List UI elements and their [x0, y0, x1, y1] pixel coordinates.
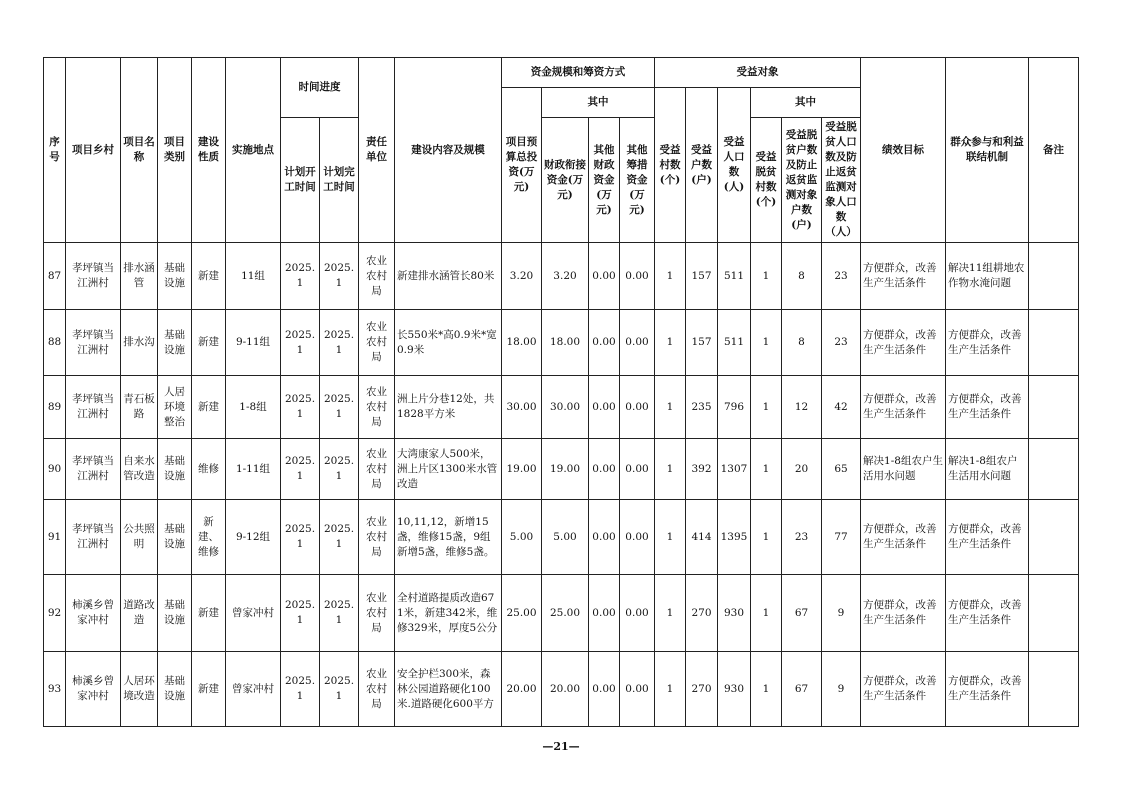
cell-poor-villages: 1: [751, 652, 782, 727]
cell-mechanism: 方便群众，改善生产生活条件: [946, 575, 1029, 652]
cell-unit: 农业农村局: [359, 310, 395, 376]
cell-households: 392: [686, 439, 718, 500]
cell-name: 青石板路: [121, 376, 158, 439]
cell-seq: 90: [44, 439, 66, 500]
cell-name: 排水沟: [121, 310, 158, 376]
header-town-village: 项目乡村: [66, 58, 121, 243]
cell-poor-households: 8: [782, 243, 822, 310]
page-number: —21—: [542, 740, 580, 753]
cell-fiscal: 3.20: [542, 243, 589, 310]
cell-content: 大湾康家人500米，洲上片区1300米水管改造: [395, 439, 502, 500]
header-benef-villages: 受益村数(个): [655, 88, 686, 243]
cell-other-raised: 0.00: [620, 376, 655, 439]
cell-performance: 方便群众，改善生产生活条件: [861, 575, 946, 652]
cell-population: 511: [718, 243, 751, 310]
cell-performance: 方便群众，改善生产生活条件: [861, 310, 946, 376]
header-poor-population: 受益脱贫人口数及防止返贫监测对象人口数（人）: [822, 118, 861, 243]
cell-content: 长550米*高0.9米*宽0.9米: [395, 310, 502, 376]
header-funding-of-which: 其中: [542, 88, 655, 118]
cell-nature: 新建、维修: [192, 500, 226, 575]
cell-performance: 方便群众，改善生产生活条件: [861, 500, 946, 575]
header-location: 实施地点: [226, 58, 281, 243]
cell-end: 2025.1: [320, 652, 359, 727]
cell-other-raised: 0.00: [620, 575, 655, 652]
cell-type: 基础设施: [158, 500, 192, 575]
cell-performance: 解决1-8组农户生活用水问题: [861, 439, 946, 500]
cell-content: 10,11,12，新增15盏，维修15盏，9组新增5盏，维修5盏。: [395, 500, 502, 575]
cell-end: 2025.1: [320, 376, 359, 439]
cell-seq: 87: [44, 243, 66, 310]
cell-fiscal: 25.00: [542, 575, 589, 652]
cell-poor-households: 23: [782, 500, 822, 575]
cell-location: 11组: [226, 243, 281, 310]
cell-start: 2025.1: [281, 575, 320, 652]
cell-fiscal: 5.00: [542, 500, 589, 575]
cell-end: 2025.1: [320, 500, 359, 575]
cell-poor-villages: 1: [751, 310, 782, 376]
cell-poor-households: 67: [782, 652, 822, 727]
cell-mechanism: 解决1-8组农户生活用水问题: [946, 439, 1029, 500]
cell-fiscal: 18.00: [542, 310, 589, 376]
cell-seq: 91: [44, 500, 66, 575]
cell-other-fiscal: 0.00: [589, 439, 620, 500]
cell-other-fiscal: 0.00: [589, 376, 620, 439]
cell-fiscal: 30.00: [542, 376, 589, 439]
cell-town: 孝坪镇当江洲村: [66, 243, 121, 310]
cell-end: 2025.1: [320, 575, 359, 652]
cell-town: 孝坪镇当江洲村: [66, 310, 121, 376]
header-seq: 序号: [44, 58, 66, 243]
cell-poor-villages: 1: [751, 500, 782, 575]
cell-total: 5.00: [502, 500, 542, 575]
cell-other-fiscal: 0.00: [589, 500, 620, 575]
cell-seq: 93: [44, 652, 66, 727]
cell-type: 基础设施: [158, 243, 192, 310]
cell-poor-households: 67: [782, 575, 822, 652]
cell-households: 157: [686, 243, 718, 310]
cell-town: 柿溪乡曾家冲村: [66, 575, 121, 652]
cell-town: 孝坪镇当江洲村: [66, 439, 121, 500]
cell-name: 道路改造: [121, 575, 158, 652]
cell-seq: 89: [44, 376, 66, 439]
cell-type: 基础设施: [158, 575, 192, 652]
cell-poor-villages: 1: [751, 439, 782, 500]
cell-poor-population: 9: [822, 575, 861, 652]
cell-unit: 农业农村局: [359, 243, 395, 310]
header-poor-villages: 受益脱贫村数(个): [751, 118, 782, 243]
table-row: [44, 310, 1079, 376]
cell-content: 新建排水涵管长80米: [395, 243, 502, 310]
cell-content: 洲上片分巷12处，共1828平方米: [395, 376, 502, 439]
cell-other-raised: 0.00: [620, 500, 655, 575]
cell-mechanism: 方便群众，改善生产生活条件: [946, 310, 1029, 376]
cell-population: 796: [718, 376, 751, 439]
cell-other-fiscal: 0.00: [589, 310, 620, 376]
cell-remarks: [1029, 310, 1079, 376]
cell-unit: 农业农村局: [359, 500, 395, 575]
cell-villages: 1: [655, 439, 686, 500]
cell-nature: 新建: [192, 575, 226, 652]
cell-performance: 方便群众，改善生产生活条件: [861, 243, 946, 310]
cell-total: 25.00: [502, 575, 542, 652]
cell-mechanism: 方便群众，改善生产生活条件: [946, 376, 1029, 439]
header-plan-end: 计划完工时间: [320, 118, 359, 243]
cell-fiscal: 19.00: [542, 439, 589, 500]
cell-other-fiscal: 0.00: [589, 243, 620, 310]
header-project-type: 项目类别: [158, 58, 192, 243]
cell-total: 19.00: [502, 439, 542, 500]
header-content-scale: 建设内容及规模: [395, 58, 502, 243]
header-benef-population: 受益人口数(人): [718, 88, 751, 243]
cell-content: 安全护栏300米，森林公园道路硬化100米.道路硬化600平方: [395, 652, 502, 727]
header-schedule: 时间进度: [281, 58, 359, 118]
cell-location: 曾家冲村: [226, 652, 281, 727]
cell-villages: 1: [655, 376, 686, 439]
cell-start: 2025.1: [281, 243, 320, 310]
cell-mechanism: 方便群众，改善生产生活条件: [946, 652, 1029, 727]
cell-unit: 农业农村局: [359, 376, 395, 439]
cell-other-fiscal: 0.00: [589, 652, 620, 727]
cell-end: 2025.1: [320, 310, 359, 376]
cell-name: 自来水管改造: [121, 439, 158, 500]
cell-households: 414: [686, 500, 718, 575]
cell-remarks: [1029, 243, 1079, 310]
cell-type: 基础设施: [158, 310, 192, 376]
header-beneficiaries: 受益对象: [655, 58, 861, 88]
cell-end: 2025.1: [320, 243, 359, 310]
cell-poor-population: 65: [822, 439, 861, 500]
cell-population: 930: [718, 575, 751, 652]
table-row: [44, 652, 1079, 727]
cell-poor-villages: 1: [751, 575, 782, 652]
cell-start: 2025.1: [281, 310, 320, 376]
cell-type: 基础设施: [158, 652, 192, 727]
cell-mechanism: 解决11组耕地农作物水淹问题: [946, 243, 1029, 310]
cell-poor-population: 42: [822, 376, 861, 439]
cell-type: 人居环境整治: [158, 376, 192, 439]
cell-remarks: [1029, 376, 1079, 439]
cell-nature: 新建: [192, 652, 226, 727]
cell-nature: 新建: [192, 310, 226, 376]
cell-households: 157: [686, 310, 718, 376]
header-performance: 绩效目标: [861, 58, 946, 243]
cell-remarks: [1029, 575, 1079, 652]
cell-total: 20.00: [502, 652, 542, 727]
table-row: [44, 439, 1079, 500]
header-benef-households: 受益户数(户): [686, 88, 718, 243]
table-row: [44, 575, 1079, 652]
header-responsible-unit: 责任单位: [359, 58, 395, 243]
cell-content: 全村道路提质改造671米，新建342米，维修329米，厚度5公分: [395, 575, 502, 652]
cell-town: 柿溪乡曾家冲村: [66, 652, 121, 727]
cell-town: 孝坪镇当江洲村: [66, 500, 121, 575]
cell-remarks: [1029, 439, 1079, 500]
cell-mechanism: 方便群众，改善生产生活条件: [946, 500, 1029, 575]
header-construction-nature: 建设性质: [192, 58, 226, 243]
cell-poor-population: 23: [822, 310, 861, 376]
cell-villages: 1: [655, 243, 686, 310]
cell-villages: 1: [655, 575, 686, 652]
cell-unit: 农业农村局: [359, 652, 395, 727]
cell-nature: 新建: [192, 376, 226, 439]
cell-households: 270: [686, 652, 718, 727]
cell-villages: 1: [655, 652, 686, 727]
header-fiscal-direct: 财政衔接资金(万元): [542, 118, 589, 243]
cell-villages: 1: [655, 310, 686, 376]
cell-location: 1-11组: [226, 439, 281, 500]
header-poor-households: 受益脱贫户数及防止返贫监测对象户数(户): [782, 118, 822, 243]
cell-other-raised: 0.00: [620, 310, 655, 376]
cell-poor-population: 23: [822, 243, 861, 310]
cell-total: 18.00: [502, 310, 542, 376]
cell-type: 基础设施: [158, 439, 192, 500]
cell-location: 1-8组: [226, 376, 281, 439]
cell-name: 公共照明: [121, 500, 158, 575]
cell-end: 2025.1: [320, 439, 359, 500]
cell-unit: 农业农村局: [359, 439, 395, 500]
cell-unit: 农业农村局: [359, 575, 395, 652]
cell-name: 人居环境改造: [121, 652, 158, 727]
cell-poor-households: 8: [782, 310, 822, 376]
cell-nature: 新建: [192, 243, 226, 310]
cell-poor-households: 12: [782, 376, 822, 439]
cell-start: 2025.1: [281, 376, 320, 439]
header-other-fiscal: 其他财政资金(万元): [589, 118, 620, 243]
cell-other-raised: 0.00: [620, 652, 655, 727]
cell-remarks: [1029, 652, 1079, 727]
cell-poor-population: 77: [822, 500, 861, 575]
header-remarks: 备注: [1029, 58, 1079, 243]
cell-households: 270: [686, 575, 718, 652]
cell-location: 9-11组: [226, 310, 281, 376]
cell-villages: 1: [655, 500, 686, 575]
cell-name: 排水涵管: [121, 243, 158, 310]
cell-start: 2025.1: [281, 652, 320, 727]
cell-nature: 维修: [192, 439, 226, 500]
header-total-investment: 项目预算总投资(万元): [502, 88, 542, 243]
table-row: [44, 243, 1079, 310]
cell-poor-households: 20: [782, 439, 822, 500]
header-plan-start: 计划开工时间: [281, 118, 320, 243]
cell-seq: 88: [44, 310, 66, 376]
cell-location: 曾家冲村: [226, 575, 281, 652]
cell-total: 3.20: [502, 243, 542, 310]
cell-start: 2025.1: [281, 500, 320, 575]
cell-poor-population: 9: [822, 652, 861, 727]
header-other-raised: 其他筹措资金(万元): [620, 118, 655, 243]
table-row: [44, 500, 1079, 575]
cell-town: 孝坪镇当江洲村: [66, 376, 121, 439]
cell-performance: 方便群众，改善生产生活条件: [861, 376, 946, 439]
cell-performance: 方便群众，改善生产生活条件: [861, 652, 946, 727]
cell-population: 511: [718, 310, 751, 376]
cell-population: 1307: [718, 439, 751, 500]
cell-other-raised: 0.00: [620, 243, 655, 310]
header-mechanism: 群众参与和利益联结机制: [946, 58, 1029, 243]
cell-start: 2025.1: [281, 439, 320, 500]
cell-poor-villages: 1: [751, 376, 782, 439]
cell-location: 9-12组: [226, 500, 281, 575]
cell-seq: 92: [44, 575, 66, 652]
cell-total: 30.00: [502, 376, 542, 439]
project-table: [43, 57, 1079, 727]
header-project-name: 项目名称: [121, 58, 158, 243]
cell-fiscal: 20.00: [542, 652, 589, 727]
cell-population: 930: [718, 652, 751, 727]
cell-other-fiscal: 0.00: [589, 575, 620, 652]
table-row: [44, 376, 1079, 439]
cell-households: 235: [686, 376, 718, 439]
cell-population: 1395: [718, 500, 751, 575]
cell-poor-villages: 1: [751, 243, 782, 310]
cell-remarks: [1029, 500, 1079, 575]
header-benef-of-which: 其中: [751, 88, 861, 118]
cell-other-raised: 0.00: [620, 439, 655, 500]
header-funding: 资金规模和筹资方式: [502, 58, 655, 88]
